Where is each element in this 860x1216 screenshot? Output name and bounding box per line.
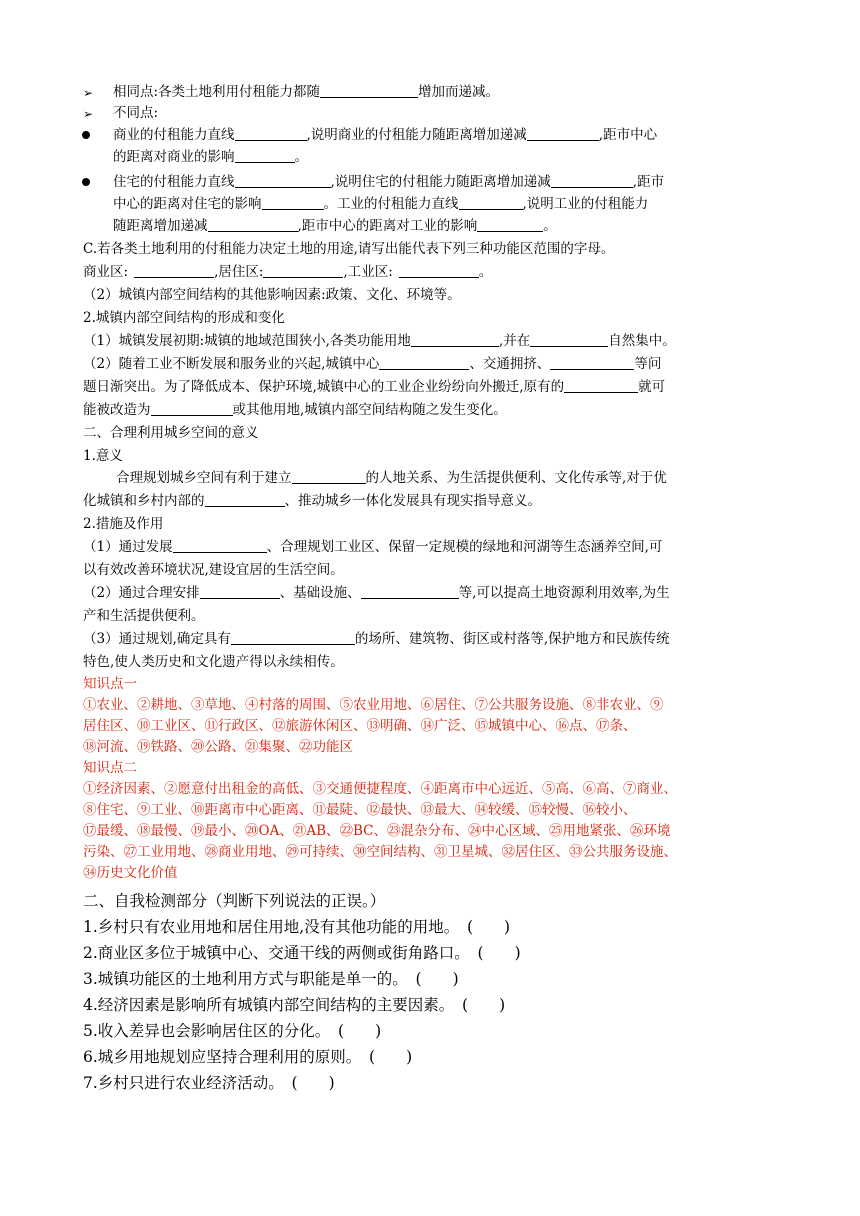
fill-blank[interactable] (399, 263, 479, 278)
text-line: （3）通过规划,确定具有 的场所、建筑物、街区或村落等,保护地方和民族传统 (83, 631, 670, 647)
check-item: 7.乡村只进行农业经济活动。 ( ) (83, 1074, 335, 1092)
check-item: 5.收入差异也会影响居住区的分化。 ( ) (83, 1022, 382, 1040)
text-line: 产和生活提供便利。 (83, 608, 205, 624)
answer-heading: 知识点二 (83, 760, 137, 776)
fill-blank[interactable] (263, 263, 343, 278)
answer-line: ⑰最缓、⑱最慢、⑲最小、⑳OA、㉑AB、㉒BC、㉓混杂分布、㉔中心区域、㉕用地紧张、㉖环境 (83, 823, 671, 839)
arrow-bullet-icon: ➢ (83, 86, 94, 100)
text-line: 的距离对商业的影响 。 (113, 149, 308, 165)
answer-line: ①农业、②耕地、③草地、④村落的周围、⑤农业用地、⑥居住、⑦公共服务设施、⑧非农业、⑨ (83, 697, 664, 713)
text-line: 以有效改善环境状况,建设宜居的生活空间。 (83, 562, 344, 578)
fill-blank[interactable] (208, 217, 298, 232)
text-line: 商业的付租能力直线 ,说明商业的付租能力随距离增加递减 ,距市中心 (113, 127, 658, 143)
fill-blank[interactable] (235, 126, 307, 141)
fill-blank[interactable] (173, 538, 267, 553)
text-line: 合理规划城乡空间有利于建立 的人地关系、为生活提供便利、文化传承等,对于优 (116, 470, 667, 486)
answer-line: ㉞历史文化价值 (83, 865, 178, 881)
answer-line: ⑧住宅、⑨工业、⑩距离市中心距离、⑪最陡、⑫最快、⑬最大、⑭较缓、⑮较慢、⑯较小、 (83, 802, 637, 818)
fill-blank[interactable] (564, 378, 638, 393)
text-line: 特色,使人类历史和文化遗产得以永续相传。 (83, 654, 344, 670)
text-line: 题日渐突出。为了降低成本、保护环境,城镇中心的工业企业纷纷向外搬迁,原有的 就可 (83, 379, 666, 395)
arrow-bullet-icon: ➢ (83, 107, 94, 121)
answer-line: 居住区、⑩工业区、⑪行政区、⑫旅游休闲区、⑬明确、⑭广泛、⑮城镇中心、⑯点、⑰条、 (83, 718, 637, 734)
text-line: 相同点:各类土地利用付租能力都随 增加而递减。 (113, 84, 500, 100)
fill-blank[interactable] (235, 173, 331, 188)
section-heading: 1.意义 (83, 448, 123, 464)
fill-blank[interactable] (292, 469, 366, 484)
text-line: 不同点: (113, 105, 159, 121)
check-item: 6.城乡用地规划应坚持合理利用的原则。 ( ) (83, 1048, 413, 1066)
text-line: 中心的距离对住宅的影响 。工业的付租能力直线 ,说明工业的付租能力 (113, 196, 649, 212)
text-line: （2）城镇内部空间结构的其他影响因素:政策、文化、环境等。 (83, 287, 461, 303)
check-item: 2.商业区多位于城镇中心、交通干线的两侧或街角路口。 ( ) (83, 944, 521, 962)
fill-blank[interactable] (235, 148, 295, 163)
fill-blank[interactable] (530, 332, 608, 347)
answer-line: ①经济因素、②愿意付出租金的高低、③交通便捷程度、④距离市中心远近、⑤高、⑥高、⑦商业、 (83, 781, 677, 797)
text-line: 能被改造为 或其他用地,城镇内部空间结构随之发生变化。 (83, 402, 507, 418)
fill-blank[interactable] (262, 195, 324, 210)
fill-blank[interactable] (320, 83, 418, 98)
text-line: （1）通过发展 、合理规划工业区、保留一定规模的绿地和河湖等生态涵养空间,可 (83, 539, 663, 555)
answer-heading: 知识点一 (83, 676, 137, 692)
fill-blank[interactable] (151, 401, 233, 416)
text-line: 商业区: ,居住区: ,工业区: 。 (83, 264, 493, 280)
section-heading: 2.措施及作用 (83, 516, 164, 532)
fill-blank[interactable] (205, 492, 285, 507)
fill-blank[interactable] (477, 217, 543, 232)
fill-blank[interactable] (550, 355, 634, 370)
text-line: C.若各类土地利用的付租能力决定土地的用途,请写出能代表下列三种功能区范围的字母。 (83, 241, 615, 257)
fill-blank[interactable] (379, 355, 469, 370)
round-bullet-icon (82, 131, 90, 139)
text-line: （2）通过合理安排 、基础设施、 等,可以提高土地资源利用效率,为生 (83, 585, 670, 601)
text-line: （2）随着工业不断发展和服务业的兴起,城镇中心 、交通拥挤、 等问 (83, 356, 662, 372)
text-line: 住宅的付租能力直线 ,说明住宅的付租能力随距离增加递减 ,距市 (113, 174, 665, 190)
fill-blank[interactable] (200, 584, 280, 599)
fill-blank[interactable] (551, 173, 633, 188)
text-line: 随距离增加递减 ,距市中心的距离对工业的影响 。 (113, 218, 557, 234)
answer-line: ⑱河流、⑲铁路、⑳公路、㉑集聚、㉒功能区 (83, 739, 353, 755)
fill-blank[interactable] (361, 584, 459, 599)
text-line: （1）城镇发展初期:城镇的地域范围狭小,各类功能用地 ,并在 自然集中。 (83, 333, 676, 349)
fill-blank[interactable] (411, 332, 499, 347)
fill-blank[interactable] (231, 630, 355, 645)
section-heading: 二、合理利用城乡空间的意义 (83, 425, 259, 441)
check-item: 1.乡村只有农业用地和居住用地,没有其他功能的用地。 ( ) (83, 918, 511, 936)
text-line: 化城镇和乡村内部的 、推动城乡一体化发展具有现实指导意义。 (83, 493, 541, 509)
fill-blank[interactable] (134, 263, 214, 278)
section-heading: 二、自我检测部分（判断下列说法的正误。） (83, 892, 386, 910)
answer-line: 污染、㉗工业用地、㉘商业用地、㉙可持续、㉚空间结构、㉛卫星城、㉜居住区、㉝公共服务设施、 (83, 844, 677, 860)
fill-blank[interactable] (527, 126, 599, 141)
check-item: 3.城镇功能区的土地利用方式与职能是单一的。 ( ) (83, 970, 459, 988)
round-bullet-icon (82, 178, 90, 186)
fill-blank[interactable] (459, 195, 523, 210)
section-heading: 2.城镇内部空间结构的形成和变化 (83, 310, 285, 326)
check-item: 4.经济因素是影响所有城镇内部空间结构的主要因素。 ( ) (83, 996, 506, 1014)
